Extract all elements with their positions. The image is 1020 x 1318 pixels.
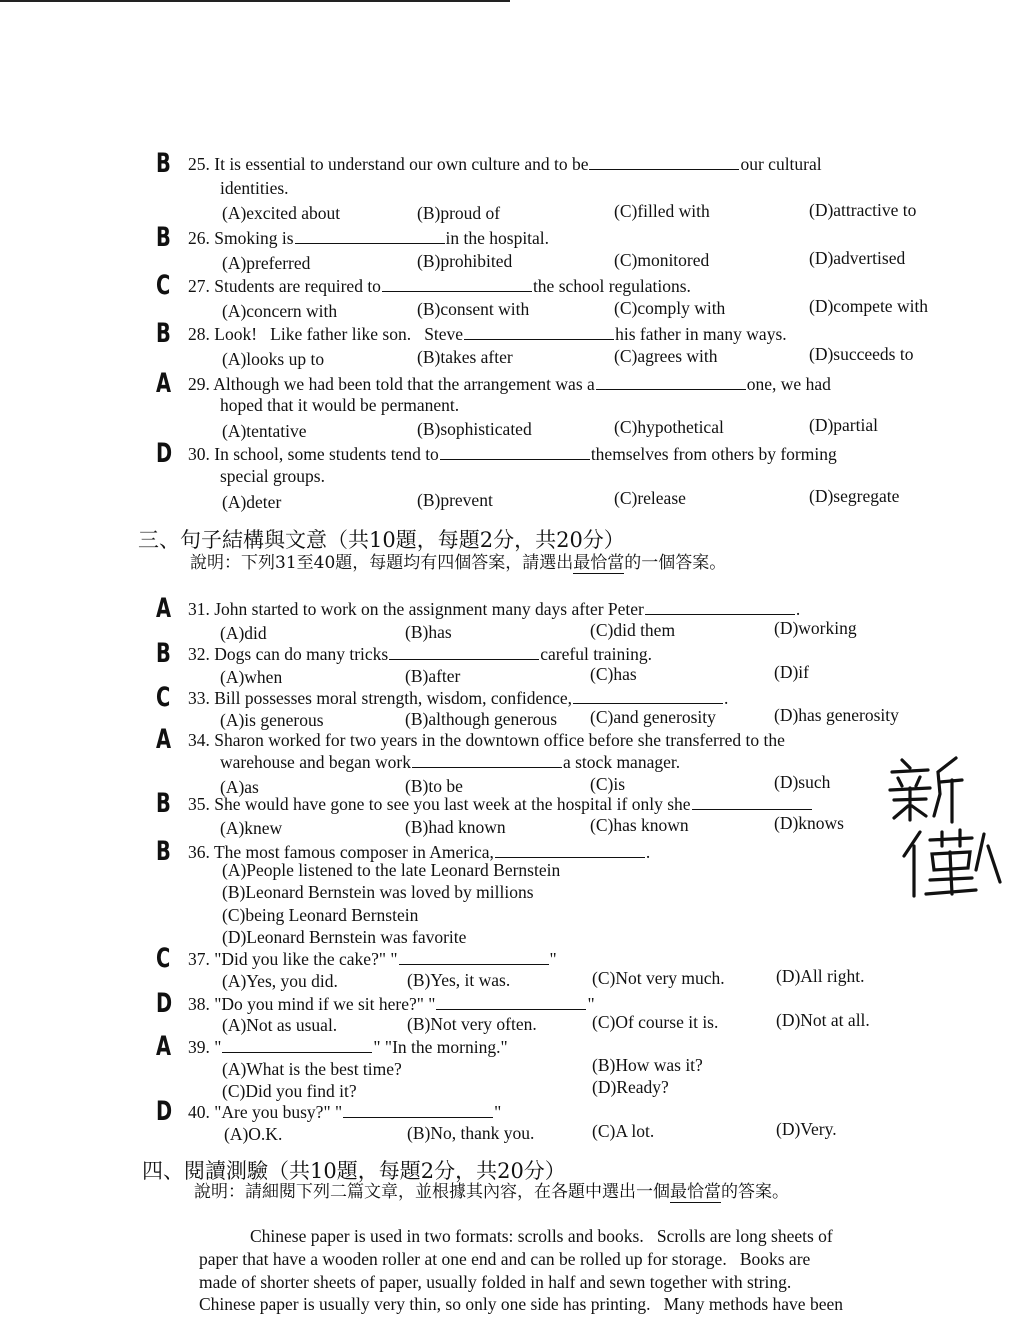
question-stem: "Do you mind if we sit here?" " [214, 994, 436, 1014]
question-stem-continued: hoped that it would be permanent. [220, 395, 460, 415]
option-b: (B)to be [405, 776, 463, 796]
option-b: (B)proud of [417, 203, 501, 223]
question-stem: Bill possesses moral strength, wisdom, confidence, [214, 688, 572, 708]
question-stem-after: themselves from others by forming [590, 444, 837, 464]
answer-blank [589, 153, 739, 170]
question-number: 37. [188, 949, 210, 969]
question-stem: She would have gone to see you last week at the hospital if only she [214, 794, 691, 814]
option-a: (A)deter [222, 492, 282, 512]
option-a: (A)did [220, 623, 267, 643]
question-stem-continued: special groups. [220, 466, 325, 486]
question-stem: John started to work on the assignment many days after Peter [214, 599, 644, 619]
question-stem: Look! Like father like son. Steve [214, 324, 464, 344]
option-c: (C)release [614, 488, 686, 508]
answer-mark: C [156, 682, 171, 713]
question-number: 27. [188, 276, 210, 296]
option-d: (D)compete with [809, 296, 929, 316]
option-b: (B)prohibited [417, 251, 513, 271]
question-stem: In school, some students tend to [214, 444, 439, 464]
answer-mark: D [156, 1096, 173, 1127]
option-a: (A)What is the best time? [222, 1059, 402, 1079]
question-number: 26. [188, 228, 210, 248]
option-b: (B)prevent [417, 490, 493, 510]
answer-blank [436, 993, 586, 1010]
answer-mark: A [156, 593, 172, 624]
question-number: 40. [188, 1102, 210, 1122]
question-stem: Students are required to [214, 276, 381, 296]
section-three-instructions: 說明：下列31至40題，每題均有四個答案，請選出最恰當的一個答案。 [190, 553, 727, 573]
answer-mark: D [156, 988, 173, 1019]
question-stem-after: his father in many ways. [615, 324, 787, 344]
option-c: (C)Not very much. [592, 968, 725, 988]
answer-mark: B [156, 836, 171, 867]
option-b: (B)Leonard Bernstein was loved by millions [222, 882, 534, 902]
option-b: (B)consent with [417, 299, 530, 319]
answer-blank [495, 841, 645, 858]
option-c: (C)hypothetical [614, 417, 724, 437]
option-b: (B)sophisticated [417, 419, 532, 439]
option-b: (B)although generous [405, 709, 558, 729]
option-b: (B)Not very often. [407, 1014, 537, 1034]
answer-blank [389, 643, 539, 660]
option-d: (D)such [774, 772, 831, 792]
option-a: (A)when [220, 667, 283, 687]
question-stem: Smoking is [214, 228, 294, 248]
answer-mark: D [156, 438, 173, 469]
question-number: 35. [188, 794, 210, 814]
option-d: (D)Leonard Bernstein was favorite [222, 927, 467, 947]
question-stem-after: . [723, 688, 729, 708]
passage-line: Chinese paper is usually very thin, so only one side has printing. Many methods have been [199, 1294, 843, 1314]
question-stem-continued: warehouse and began work a stock manager. [220, 752, 681, 772]
question-stem-after: . [795, 599, 801, 619]
answer-blank [295, 227, 445, 244]
option-a: (A)People listened to the late Leonard Bernstein [222, 860, 561, 880]
option-a: (A)knew [220, 818, 283, 838]
answer-blank [343, 1101, 493, 1118]
option-b: (B)No, thank you. [407, 1123, 535, 1143]
question-number: 25. [188, 154, 210, 174]
answer-blank [692, 793, 812, 810]
question-stem: "Did you like the cake?" " [214, 949, 398, 969]
option-b: (B)has [405, 622, 452, 642]
answer-blank [464, 323, 614, 340]
option-a: (A)as [220, 777, 259, 797]
answer-blank [399, 948, 549, 965]
option-a: (A)excited about [222, 203, 341, 223]
option-d: (D)knows [774, 813, 844, 833]
answer-mark: C [156, 270, 171, 301]
option-b: (B)after [405, 666, 461, 686]
option-a: (A)Yes, you did. [222, 971, 338, 991]
question-number: 34. [188, 730, 210, 750]
option-d: (D)Not at all. [776, 1010, 870, 1030]
option-d: (D)succeeds to [809, 344, 914, 364]
option-c: (C)is [590, 774, 625, 794]
question-stem: " [214, 1037, 222, 1057]
option-c: (C)monitored [614, 250, 710, 270]
answer-blank [440, 443, 590, 460]
option-c: (C)agrees with [614, 346, 718, 366]
option-c: (C)Of course it is. [592, 1012, 719, 1032]
option-c: (C)comply with [614, 298, 726, 318]
option-d: (D)has generosity [774, 705, 899, 725]
question-number: 32. [188, 644, 210, 664]
question-stem: Sharon worked for two years in the downtown office before she transferred to the [214, 730, 785, 750]
option-d: (D)if [774, 662, 809, 682]
question-number: 28. [188, 324, 210, 344]
emphasis-underline: 最恰當 [670, 1182, 721, 1202]
question-stem-after: one, we had [746, 374, 831, 394]
question-stem-after: " [549, 949, 557, 969]
question-stem-after: the school regulations. [532, 276, 691, 296]
option-a: (A)concern with [222, 301, 338, 321]
option-b: (B)takes after [417, 347, 513, 367]
option-d: (D)working [774, 618, 857, 638]
option-a: (A)is generous [220, 710, 324, 730]
option-b: (B)Yes, it was. [407, 970, 511, 990]
option-a: (A)Not as usual. [222, 1015, 338, 1035]
answer-mark: A [156, 368, 172, 399]
handwritten-annotation [880, 750, 1010, 900]
answer-blank [412, 751, 562, 768]
question-number: 39. [188, 1037, 210, 1057]
option-d: (D)Very. [776, 1119, 837, 1139]
question-stem-after: " [587, 994, 595, 1014]
answer-mark: B [156, 318, 171, 349]
question-number: 29. [188, 374, 210, 394]
question-stem-after: our cultural [740, 154, 822, 174]
answer-mark: B [156, 788, 171, 819]
question-stem: It is essential to understand our own culture and to be [214, 154, 589, 174]
option-b: (B)How was it? [592, 1055, 703, 1075]
question-number: 30. [188, 444, 210, 464]
option-d: (D)partial [809, 415, 878, 435]
question-stem-after: " "In the morning." [373, 1037, 508, 1057]
question-number: 38. [188, 994, 210, 1014]
question-stem: Dogs can do many tricks [214, 644, 389, 664]
option-c: (C)has known [590, 815, 689, 835]
answer-mark: B [156, 148, 171, 179]
answer-blank [596, 373, 746, 390]
answer-mark: A [156, 1031, 172, 1062]
option-d: (D)attractive to [809, 200, 917, 220]
passage-line: Chinese paper is used in two formats: scrolls and books. Scrolls are long sheets of [250, 1226, 833, 1246]
answer-mark: B [156, 222, 171, 253]
question-number: 31. [188, 599, 210, 619]
question-stem: "Are you busy?" " [214, 1102, 343, 1122]
option-a: (A)O.K. [224, 1124, 283, 1144]
option-d: (D)Ready? [592, 1077, 669, 1097]
question-stem-continued: identities. [220, 178, 289, 198]
option-c: (C)has [590, 664, 637, 684]
option-c: (C)Did you find it? [222, 1081, 357, 1101]
option-a: (A)tentative [222, 421, 307, 441]
answer-blank [573, 687, 723, 704]
question-stem-after: careful training. [540, 644, 653, 664]
answer-blank [222, 1036, 372, 1053]
question-number: 33. [188, 688, 210, 708]
option-c: (C)filled with [614, 201, 710, 221]
option-c: (C)did them [590, 620, 676, 640]
option-b: (B)had known [405, 817, 506, 837]
answer-mark: B [156, 638, 171, 669]
option-a: (A)looks up to [222, 349, 325, 369]
option-c: (C)A lot. [592, 1121, 655, 1141]
option-d: (D)advertised [809, 248, 906, 268]
section-three-heading: 三、句子結構與文意（共10題，每題2分，共20分） [138, 528, 625, 552]
question-stem: Although we had been told that the arrangement was a [213, 374, 595, 394]
question-stem-after: in the hospital. [445, 228, 550, 248]
passage-line: made of shorter sheets of paper, usually folded in half and sewn together with string. [199, 1272, 792, 1292]
question-stem-after: . [645, 842, 651, 862]
section-four-heading: 四、閱讀測驗（共10題，每題2分，共20分） [142, 1159, 566, 1183]
answer-mark: C [156, 943, 171, 974]
question-stem-after: " [494, 1102, 502, 1122]
option-c: (C)and generosity [590, 707, 716, 727]
option-d: (D)All right. [776, 966, 865, 986]
answer-blank [382, 275, 532, 292]
option-c: (C)being Leonard Bernstein [222, 905, 419, 925]
question-stem: The most famous composer in America, [213, 842, 494, 862]
question-number: 36. [188, 842, 210, 862]
answer-blank [645, 598, 795, 615]
passage-line: paper that have a wooden roller at one end and can be rolled up for storage. Books are [199, 1249, 811, 1269]
answer-mark: A [156, 724, 172, 755]
option-d: (D)segregate [809, 486, 900, 506]
emphasis-underline: 最恰當 [573, 553, 625, 573]
option-a: (A)preferred [222, 253, 311, 273]
section-four-instructions: 說明：請細閱下列二篇文章，並根據其內容，在各題中選出一個最恰當的答案。 [194, 1182, 789, 1202]
